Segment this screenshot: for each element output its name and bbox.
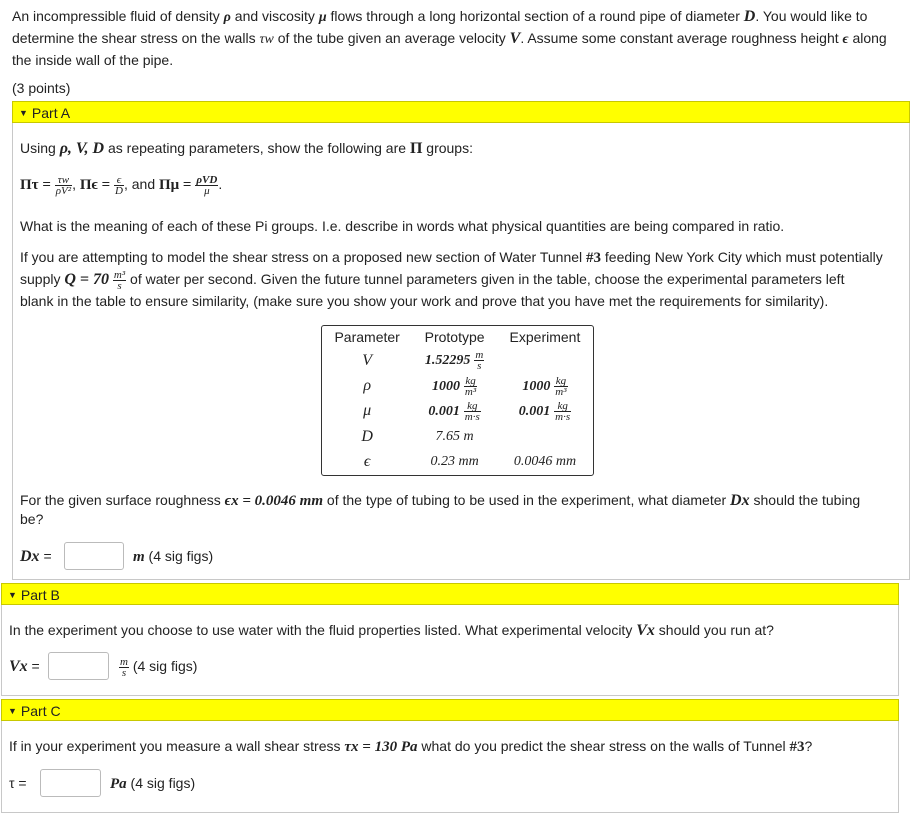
text: should the tubing (749, 492, 861, 508)
unit: m (133, 549, 145, 565)
tunnel-number: #3 (789, 739, 805, 755)
unit: Pa (110, 776, 127, 792)
part-c-header[interactable] (1, 699, 899, 721)
value: 1000 (522, 378, 551, 394)
text: what do you predict the shear stress on the walls of Tunnel (417, 738, 790, 754)
part-b-label: Part B (20, 587, 60, 603)
numerator: m³ (113, 268, 126, 281)
numerator: kg (555, 374, 567, 387)
text: as repeating parameters, show the following are (104, 140, 410, 156)
model-text-line-1 (20, 247, 883, 268)
table-row (322, 373, 593, 398)
tau-answer-unit (110, 773, 195, 794)
denominator: s (121, 666, 127, 679)
dx-answer-label (20, 546, 52, 567)
intro-text: flows through a long horizontal section of a round pipe of diameter (326, 8, 744, 24)
denominator: s (117, 279, 122, 292)
intro-text: An incompressible fluid of density (12, 8, 224, 24)
proto-cell (412, 399, 497, 424)
intro-text: and viscosity (230, 8, 319, 24)
numerator: kg (465, 374, 476, 387)
param-cell: ϵ (363, 453, 371, 471)
text: groups: (422, 140, 473, 156)
param-cell: V (362, 351, 373, 369)
value: 1.52295 (424, 353, 471, 369)
table-header-row (322, 326, 593, 348)
model-text-line-2 (20, 269, 844, 291)
tau-x-value: τx = 130 Pa (344, 739, 418, 755)
text: feeding New York City which must potentially (601, 249, 883, 265)
v-symbol: V (509, 30, 521, 47)
dx-symbol: Dx (730, 492, 750, 509)
model-text-line-3: blank in the table to ensure similarity, (make sure you show your work and prove that you have met the requirements for similarity). (20, 293, 829, 309)
header-prototype: Prototype (424, 329, 485, 345)
proto-cell (412, 348, 497, 373)
table-row (322, 399, 593, 424)
d-symbol: D (743, 8, 756, 25)
numerator: ϵ (114, 175, 124, 186)
pi-groups-equation: Πτ = $\frac{\tau w}{\text{ρV²}}$ , Πϵ = $\frac{\epsilon}{D}$ , and Πμ = $\frac{\text{ρVD}}{\mu}$ . (20, 173, 223, 197)
tau-answer-input[interactable] (40, 769, 101, 797)
table-row (322, 424, 593, 449)
flow-rate: Q = 70 (64, 271, 110, 288)
repeating-params-text (20, 138, 473, 159)
denominator: m³ (555, 385, 567, 398)
text: Using (20, 140, 60, 156)
epsilon-symbol: ϵ (842, 32, 849, 47)
sig-figs: (4 sig figs) (144, 548, 214, 564)
mu-symbol: μ (318, 10, 327, 25)
text: If you are attempting to model the shear stress on a proposed new section of Water Tunnel (20, 249, 587, 265)
denominator: m³ (464, 385, 477, 398)
text: In the experiment you choose to use water with the fluid properties listed. What experimental velocity (9, 622, 637, 638)
exp-cell (497, 399, 593, 424)
vx-answer-input[interactable] (48, 652, 109, 680)
param-cell: D (361, 427, 373, 445)
unit-fraction (119, 657, 129, 678)
numerator: m (120, 655, 128, 668)
vx-answer-unit (119, 656, 197, 678)
text: , and (123, 176, 160, 192)
exp-cell (497, 373, 593, 398)
denominator: m·s (555, 410, 571, 423)
tunnel-number: #3 (586, 250, 602, 266)
numerator: m (475, 349, 484, 362)
part-c-body (1, 721, 899, 813)
proto-cell: 7.65 m (435, 428, 474, 444)
roughness-question-line-2: be? (20, 511, 44, 527)
exp-cell (497, 424, 593, 449)
denominator: D (115, 184, 123, 197)
header-experiment: Experiment (509, 329, 581, 345)
intro-text: . Assume some constant average roughness height (520, 30, 843, 46)
exp-cell: 0.0046 mm (513, 454, 577, 470)
pi-mu-lhs: Πμ = (159, 177, 192, 193)
value: 0.001 (518, 404, 551, 420)
points-label: (3 points) (12, 80, 71, 96)
tau-answer-label: τ = (9, 775, 27, 791)
flow-unit-fraction (113, 270, 126, 291)
exp-cell (497, 348, 593, 373)
caret-down-icon: ▼ (19, 108, 28, 118)
equals: = (27, 658, 40, 674)
table-row (322, 450, 593, 475)
param-cell: μ (363, 402, 372, 420)
text: If in your experiment you measure a wall shear stress (9, 738, 345, 754)
label: Vx (9, 658, 28, 675)
tau-w-symbol: τw (259, 32, 274, 47)
numerator: τw (55, 175, 72, 186)
pi-tau-lhs: Πτ = (20, 177, 51, 193)
sig-figs: (4 sig figs) (128, 658, 198, 674)
caret-down-icon: ▼ (8, 590, 17, 600)
vx-symbol: Vx (636, 622, 655, 639)
numerator: kg (464, 401, 481, 412)
part-a-body (12, 123, 910, 580)
label: Dx (20, 548, 40, 565)
problem-intro (12, 6, 910, 70)
denominator: μ (204, 184, 210, 197)
part-b-header[interactable] (1, 583, 899, 605)
rho-symbol: ρ (223, 10, 231, 25)
pi-tau-fraction (55, 175, 72, 196)
text: should you run at? (654, 622, 774, 638)
text: supply (20, 271, 65, 287)
text: of water per second. Given the future tunnel parameters given in the table, choose the experimental parameters left (126, 271, 845, 287)
intro-text: of the tube given an average velocity (273, 30, 510, 46)
vx-answer-label (9, 656, 40, 677)
velocity-question (9, 620, 774, 641)
pi-eps-lhs: Πϵ = (79, 177, 111, 193)
meaning-question: What is the meaning of each of these Pi groups. I.e. describe in words what physical quantities are being compared in ratio. (20, 218, 785, 234)
sig-figs: (4 sig figs) (126, 775, 196, 791)
pi-mu-fraction (195, 175, 218, 196)
dx-answer-input[interactable] (64, 542, 124, 570)
table-row (322, 348, 593, 373)
repeat-vars: ρ, V, D (59, 140, 105, 157)
part-c-label: Part C (20, 703, 61, 719)
value: 0.001 (428, 404, 460, 420)
value: 1000 (432, 378, 461, 394)
text: ? (804, 738, 813, 754)
proto-cell: 0.23 mm (430, 454, 479, 470)
intro-text: . You would like to determine the shear stress on the walls (12, 8, 868, 46)
denominator: s (477, 360, 482, 373)
equals: = (39, 548, 52, 564)
denominator: ρV² (55, 184, 72, 197)
shear-stress-question (9, 736, 812, 757)
part-a-header[interactable] (12, 101, 910, 123)
parameters-table (321, 325, 594, 476)
part-a-label: Part A (31, 105, 71, 121)
numerator: ρVD (196, 173, 218, 186)
epsilon-x: ϵx = 0.0046 mm (224, 493, 324, 509)
part-b-body (1, 605, 899, 696)
caret-down-icon: ▼ (8, 706, 17, 716)
header-parameter: Parameter (334, 329, 400, 345)
text: For the given surface roughness (20, 492, 225, 508)
dx-answer-unit (133, 546, 213, 567)
param-cell: ρ (363, 377, 371, 395)
roughness-question-line-1 (20, 490, 860, 511)
numerator: kg (554, 401, 571, 412)
denominator: m·s (464, 410, 480, 423)
pi-eps-fraction (114, 175, 124, 196)
pi-symbol: Π (409, 140, 423, 157)
intro-text: along the inside wall of the pipe. (12, 30, 887, 68)
text: of the type of tubing to be used in the experiment, what diameter (323, 492, 731, 508)
proto-cell (412, 373, 497, 398)
